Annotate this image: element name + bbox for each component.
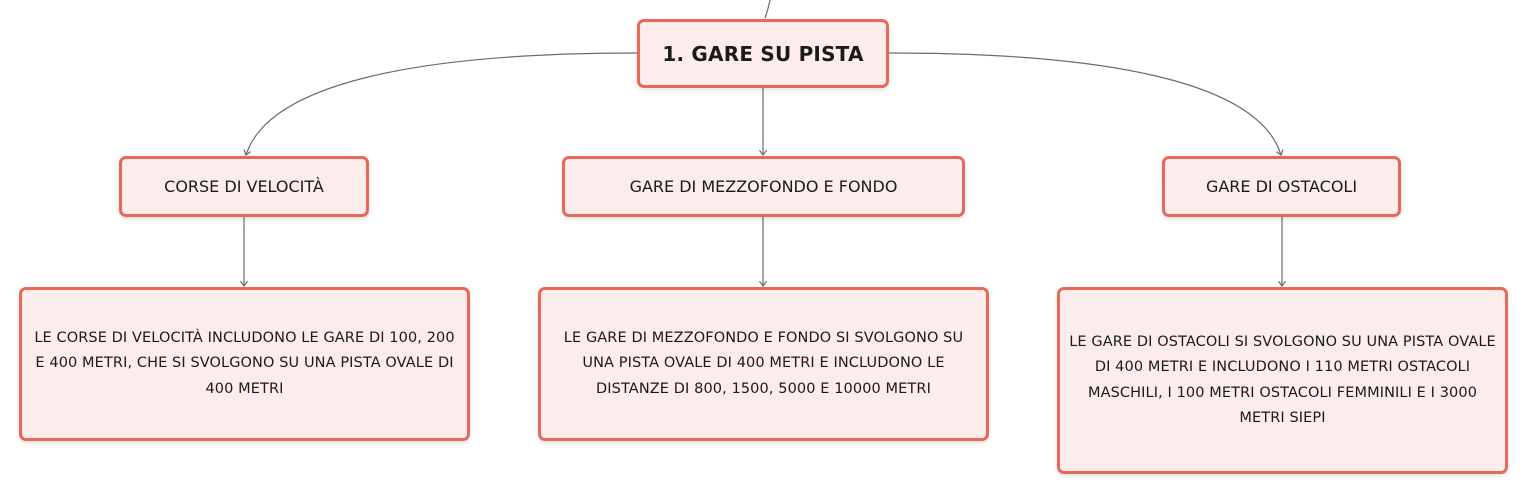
detail-node-corse-velocita[interactable] — [19, 287, 470, 441]
edge-root-to-velocita — [246, 53, 637, 155]
branch-label: CORSE DI VELOCITÀ — [164, 177, 324, 196]
branch-label: GARE DI MEZZOFONDO E FONDO — [629, 177, 898, 196]
detail-node-mezzofondo-fondo[interactable] — [538, 287, 989, 441]
branch-node-corse-velocita[interactable] — [119, 156, 369, 217]
edge-root-to-ostacoli — [889, 53, 1281, 155]
detail-text: LE CORSE DI VELOCITÀ INCLUDONO LE GARE DI 100, 200 E 400 METRI, CHE SI SVOLGONO SU UNA PISTA OVALE DI 400 METRI — [34, 329, 455, 397]
root-node[interactable] — [637, 19, 889, 88]
branch-node-ostacoli[interactable] — [1162, 156, 1401, 217]
detail-text: LE GARE DI MEZZOFONDO E FONDO SI SVOLGONO SU UNA PISTA OVALE DI 400 METRI E INCLUDONO LE DISTANZE DI 800, 1500, 5000 E 10000 METRI — [563, 329, 964, 397]
root-label: 1. GARE SU PISTA — [662, 41, 864, 66]
edge-parent-to-root — [765, 0, 770, 18]
branch-node-mezzofondo-fondo[interactable] — [562, 156, 965, 217]
branch-label: GARE DI OSTACOLI — [1205, 177, 1358, 196]
detail-node-ostacoli[interactable] — [1057, 287, 1508, 474]
detail-text: LE GARE DI OSTACOLI SI SVOLGONO SU UNA PISTA OVALE DI 400 METRI E INCLUDONO I 110 METRI OSTACOLI MASCHILI, I 100 METRI OSTACOLI FEMMINILI E I 3000 METRI SIEPI — [1069, 333, 1496, 426]
